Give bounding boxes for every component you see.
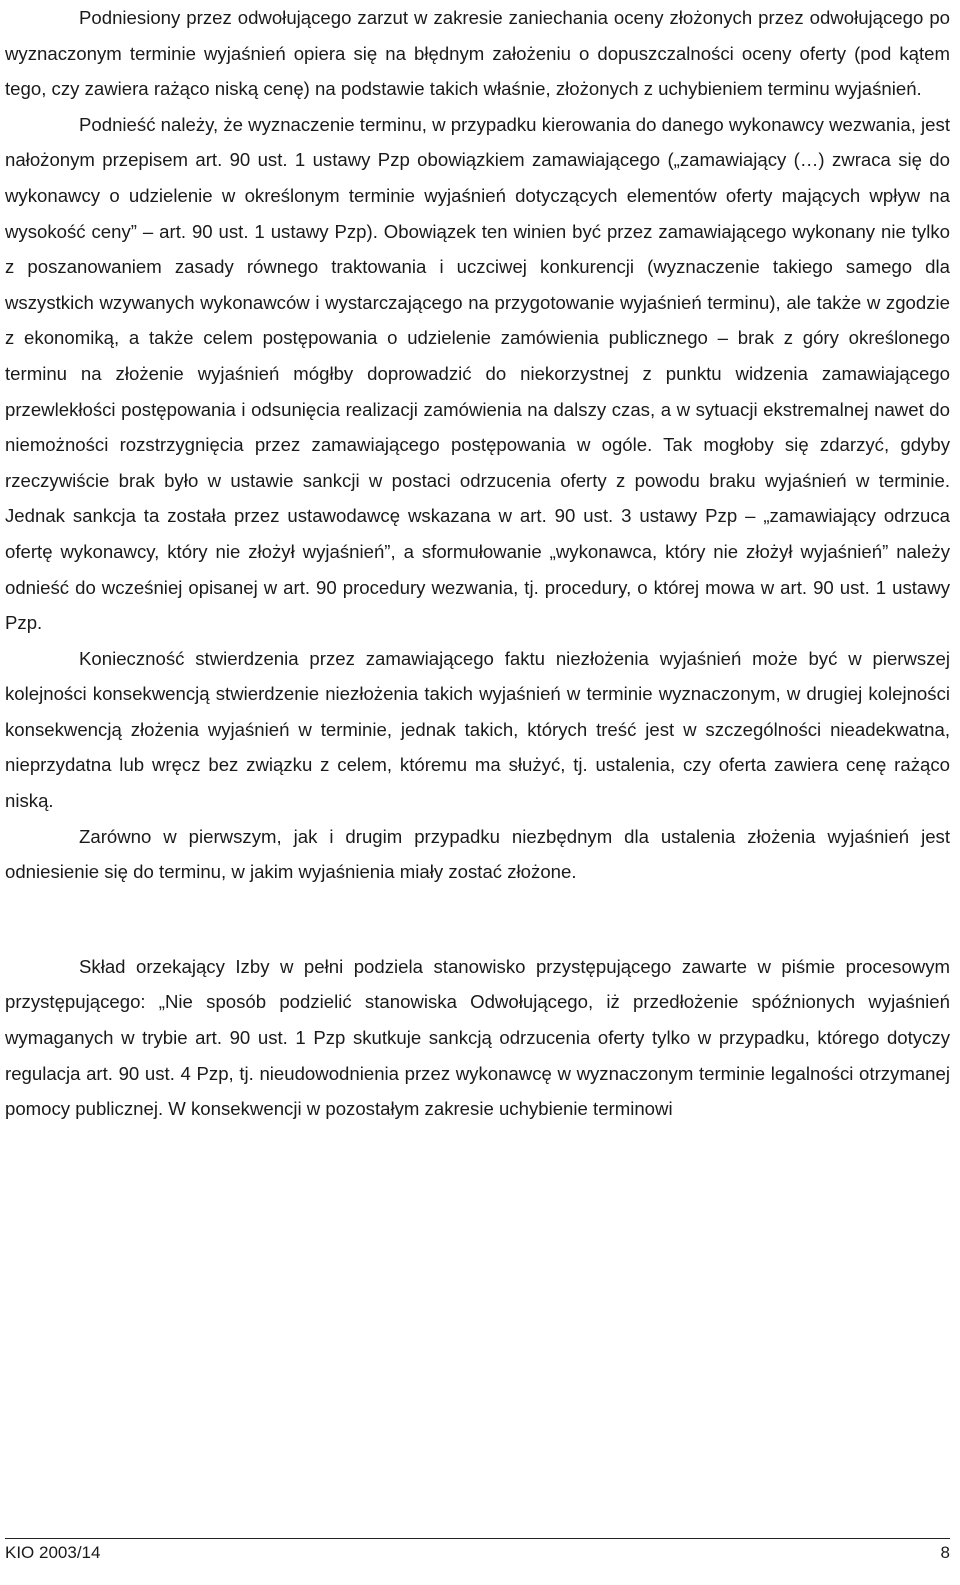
paragraph-4: Zarówno w pierwszym, jak i drugim przypadku niezbędnym dla ustalenia złożenia wyjaśnień jest odniesienie się do terminu, w jakim wyjaśnienia miały zostać złożone.: [5, 825, 950, 883]
paragraph-1: Podniesiony przez odwołującego zarzut w zakresie zaniechania oceny złożonych przez odwołującego po wyznaczonym terminie wyjaśnień opiera się na błędnym założeniu o dopuszczalności oceny oferty (pod kątem tego, czy zawiera rażąco niską cenę) na podstawie takich właśnie, złożonych z uchybieniem terminu wyjaśnień.: [5, 7, 950, 100]
page-footer: [5, 1538, 950, 1563]
footer-page-number: 8: [940, 1543, 950, 1562]
paragraph-2: Podnieść należy, że wyznaczenie terminu, w przypadku kierowania do danego wykonawcy wezwania, jest nałożonym przepisem art. 90 ust. 1 ustawy Pzp obowiązkiem zamawiającego („zamawiający (…) zwraca się do wykonawcy o udzielenie w określonym terminie wyjaśnień dotyczących elementów oferty mających wpływ na wysokość ceny” – art. 90 ust. 1 ustawy Pzp). Obowiązek ten winien być przez zamawiającego wykonany nie tylko z poszanowaniem zasady równego traktowania i uczciwej konkurencji (wyznaczenie takiego samego dla wszystkich wzywanych wykonawców i wystarczającego na przygotowanie wyjaśnień terminu), ale także w zgodzie z ekonomiką, a także celem postępowania o udzielenie zamówienia publicznego – brak z góry określonego terminu na złożenie wyjaśnień mógłby doprowadzić do niekorzystnej z punktu widzenia zamawiającego przewlekłości postępowania i odsunięcia realizacji zamówienia na dalszy czas, a w sytuacji ekstremalnej nawet do niemożności rozstrzygnięcia przez zamawiającego postępowania w ogóle. Tak mogłoby się zdarzyć, gdyby rzeczywiście brak było w ustawie sankcji w postaci odrzucenia oferty z powodu braku wyjaśnień w terminie. Jednak sankcja ta została przez ustawodawcę wskazana w art. 90 ust. 3 ustawy Pzp – „zamawiający odrzuca ofertę wykonawcy, który nie złożył wyjaśnień”, a sformułowanie „wykonawca, który nie złożył wyjaśnień” należy odnieść do wcześniej opisanej w art. 90 procedury wezwania, tj. procedury, o której mowa w art. 90 ust. 1 ustawy Pzp.: [5, 113, 950, 634]
footer-case-number: KIO 2003/14: [5, 1543, 101, 1562]
document-page: [5, 0, 950, 1127]
paragraph-3: Konieczność stwierdzenia przez zamawiającego faktu niezłożenia wyjaśnień może być w pierwszej kolejności konsekwencją stwierdzenie niezłożenia takich wyjaśnień w terminie wyznaczonym, w drugiej kolejności konsekwencją złożenia wyjaśnień w terminie, jednak takich, których treść jest w szczególności nieadekwatna, nieprzydatna lub wręcz bez związku z celem, któremu ma służyć, tj. ustalenia, czy oferta zawiera cenę rażąco niską.: [5, 647, 950, 812]
paragraph-5: Skład orzekający Izby w pełni podziela stanowisko przystępującego zawarte w piśmie procesowym przystępującego: „Nie sposób podzielić stanowiska Odwołującego, iż przedłożenie spóźnionych wyjaśnień wymaganych w trybie art. 90 ust. 1 Pzp skutkuje sankcją odrzucenia oferty tylko w przypadku, którego dotyczy regulacja art. 90 ust. 4 Pzp, tj. nieudowodnienia przez wykonawcę w wyznaczonym terminie legalności otrzymanej pomocy publicznej. W konsekwencji w pozostałym zakresie uchybienie terminowi: [5, 955, 950, 1120]
